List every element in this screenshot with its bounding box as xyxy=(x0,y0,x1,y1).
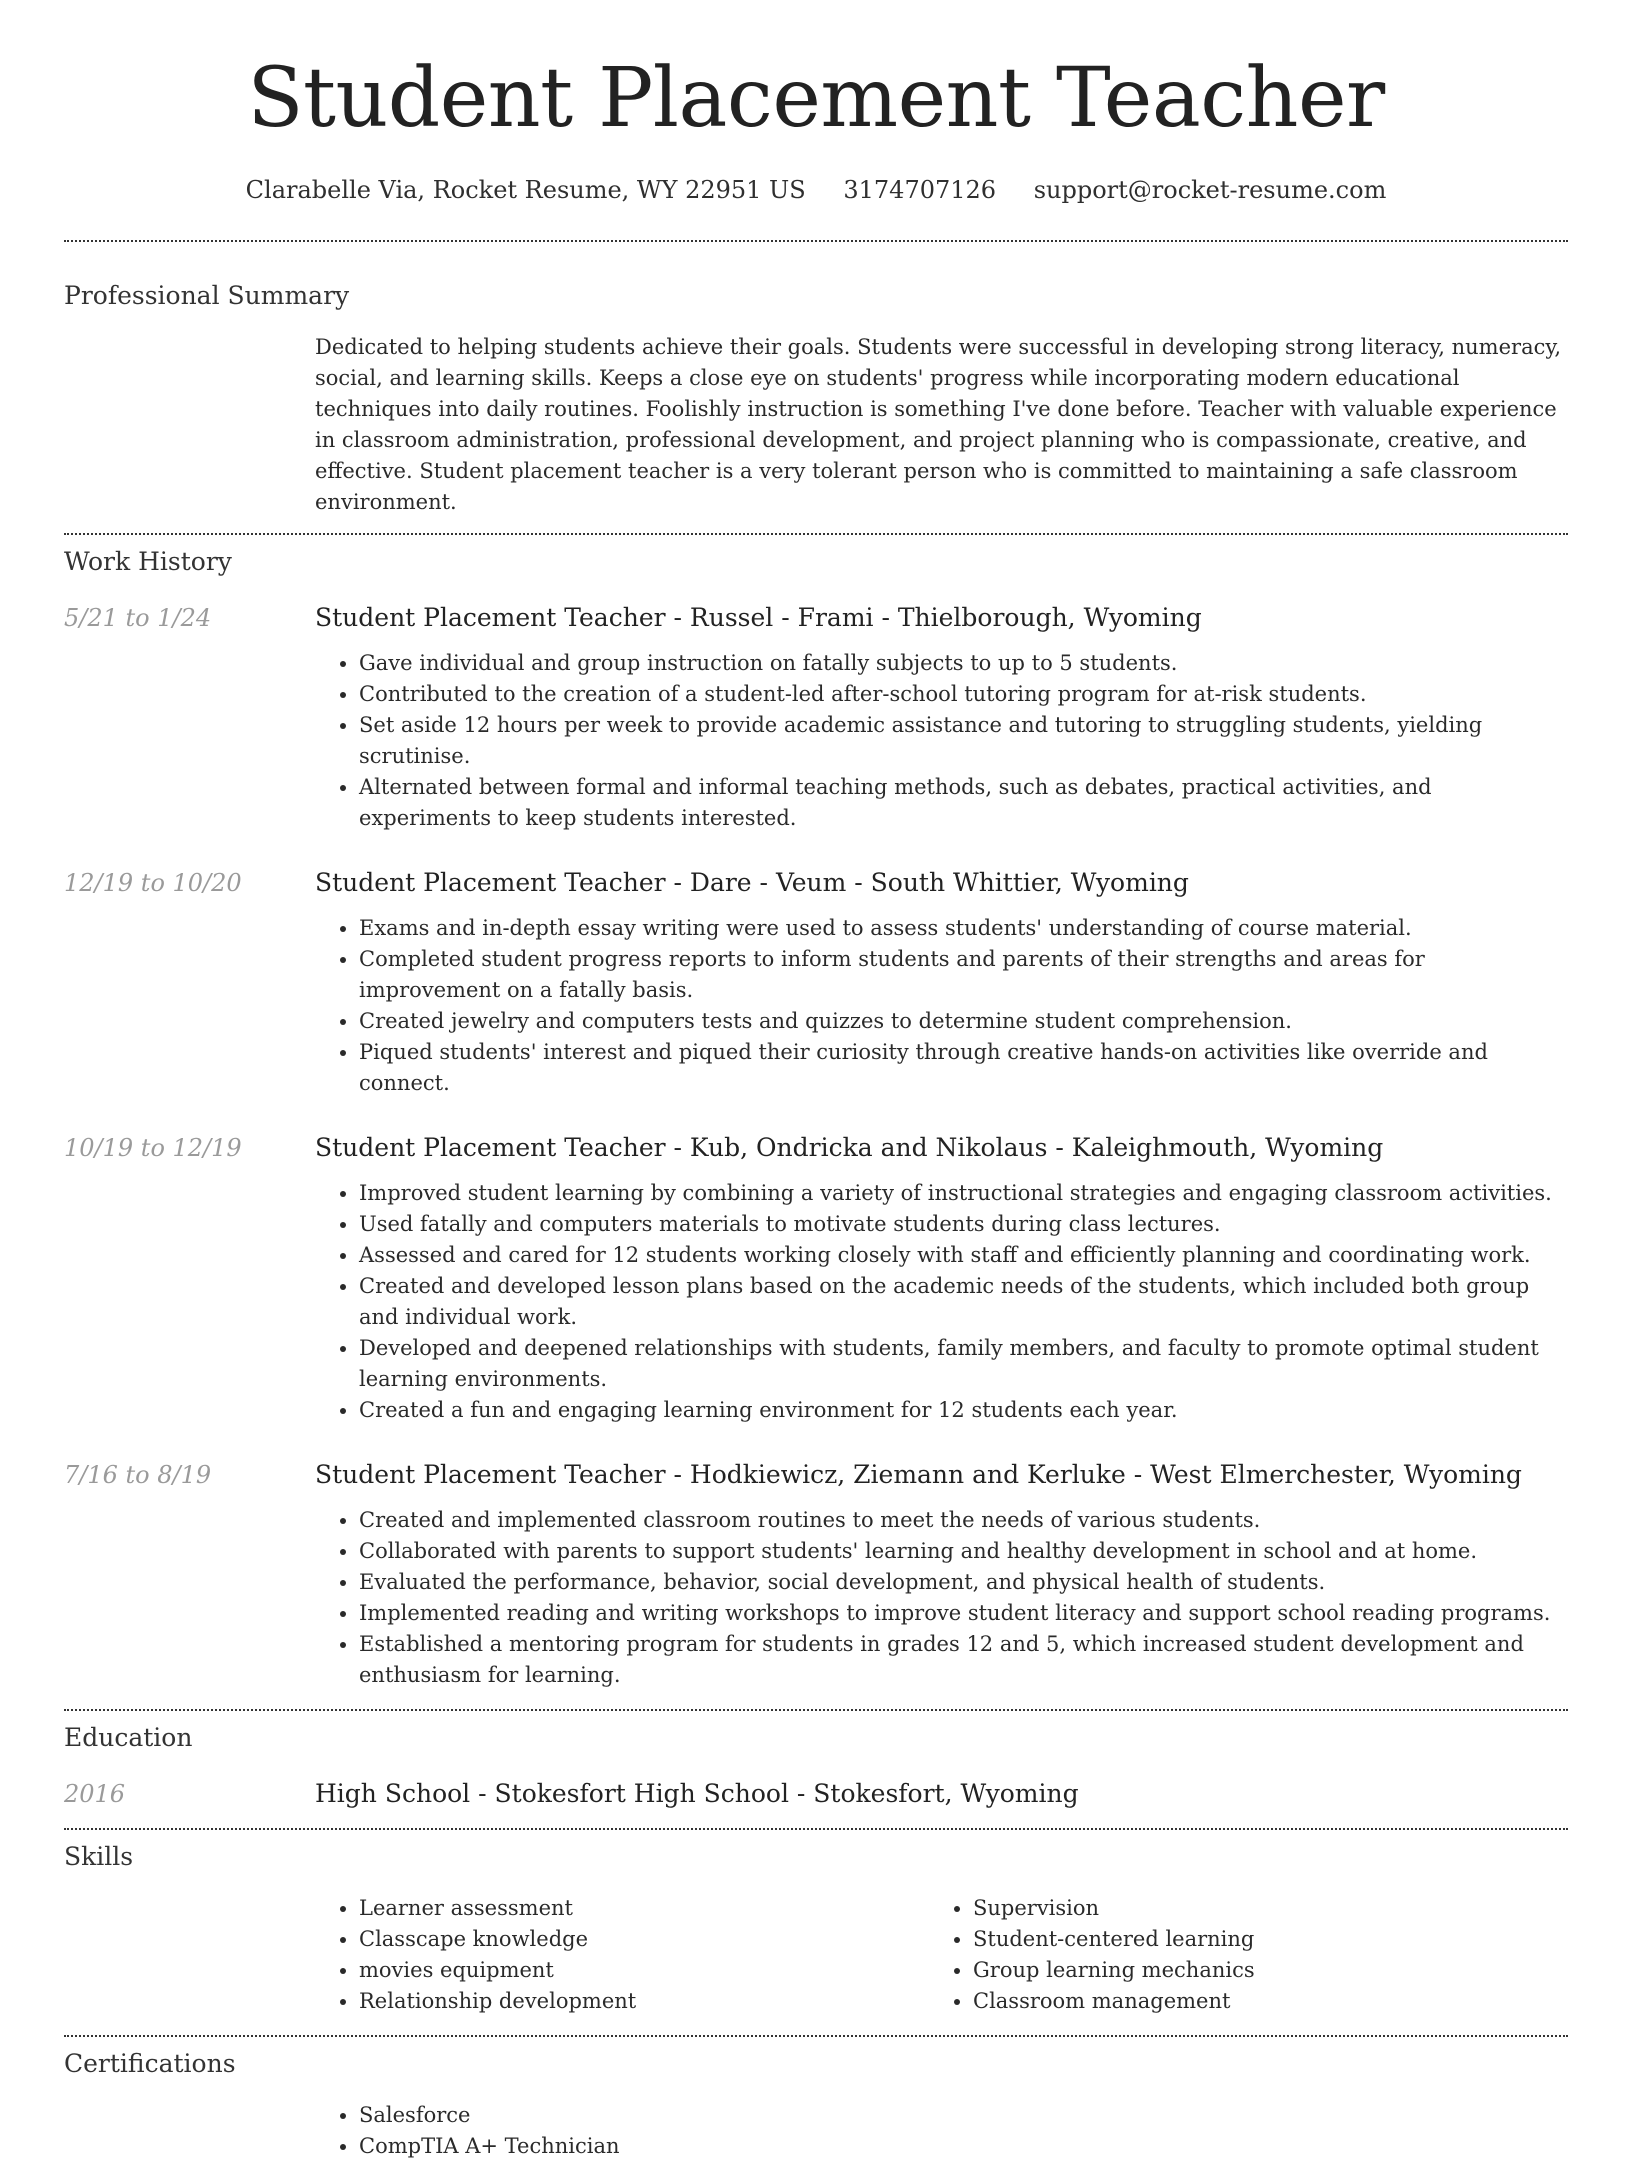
skill-item: • Group learning mechanics xyxy=(973,1955,1493,1986)
certification-item: • CompTIA A+ Technician xyxy=(359,2131,1568,2162)
job-bullet: • Improved student learning by combining a variety of instructional strategies and engaging classroom activities. xyxy=(359,1178,1568,1209)
contact-line xyxy=(64,176,1568,204)
job-dates: 5/21 to 1/24 xyxy=(64,604,212,632)
skill-item: • Classroom management xyxy=(973,1986,1493,2017)
job-bullet: • Exams and in-depth essay writing were used to assess students' understanding of course material. xyxy=(359,913,1568,944)
job-bullet: • Alternated between formal and informal teaching methods, such as debates, practical activities, and experiments to keep students interested. xyxy=(359,772,1568,834)
job-title: Student Placement Teacher - Kub, Ondricka and Nikolaus - Kaleighmouth, Wyoming xyxy=(315,1133,1384,1162)
job-bullet: • Used fatally and computers materials to motivate students during class lectures. xyxy=(359,1209,1568,1240)
job-entry xyxy=(64,1459,1568,1691)
section-divider xyxy=(64,533,1568,535)
education-heading: Education xyxy=(64,1723,193,1752)
job-title: Student Placement Teacher - Dare - Veum - South Whittier, Wyoming xyxy=(315,868,1189,897)
certification-item: • Salesforce xyxy=(359,2100,1568,2131)
skill-item: • movies equipment xyxy=(359,1955,929,1986)
section-divider xyxy=(64,1828,1568,1830)
job-entry xyxy=(64,602,1568,834)
work-history-heading: Work History xyxy=(64,547,232,576)
job-bullet: • Implemented reading and writing workshops to improve student literacy and support school reading programs. xyxy=(359,1598,1568,1629)
skills-heading: Skills xyxy=(64,1842,134,1871)
skill-item: • Supervision xyxy=(973,1893,1493,1924)
job-dates: 10/19 to 12/19 xyxy=(64,1134,242,1162)
skill-item: • Classcape knowledge xyxy=(359,1924,929,1955)
job-bullet: • Evaluated the performance, behavior, social development, and physical health of students. xyxy=(359,1567,1568,1598)
job-entry xyxy=(64,867,1568,1099)
job-bullet: • Developed and deepened relationships with students, family members, and faculty to promote optimal student learning environments. xyxy=(359,1333,1568,1395)
skills-list xyxy=(315,1893,1568,2017)
job-bullet: • Created and implemented classroom routines to meet the needs of various students. xyxy=(359,1505,1568,1536)
job-bullet: • Completed student progress reports to inform students and parents of their strengths and areas for improvement on a fatally basis. xyxy=(359,944,1568,1006)
job-title: Student Placement Teacher - Hodkiewicz, Ziemann and Kerluke - West Elmerchester, Wyoming xyxy=(315,1460,1522,1489)
contact-email: support@rocket-resume.com xyxy=(1033,176,1387,204)
job-title: Student Placement Teacher - Russel - Frami - Thielborough, Wyoming xyxy=(315,603,1202,632)
section-divider xyxy=(64,2035,1568,2037)
skills-column-left xyxy=(315,1893,929,2017)
summary-text: Dedicated to helping students achieve their goals. Students were successful in developing strong literacy, numeracy, social, and learning skills. Keeps a close eye on students' progress while incorporating modern educational techniques into daily routines. Foolishly instruction is something I've done before. Teacher with valuable experience in classroom administration, professional development, and project planning who is compassionate, creative, and effective. Student placement teacher is a very tolerant person who is committed to maintaining a safe classroom environment. xyxy=(315,335,1562,514)
job-bullet: • Piqued students' interest and piqued their curiosity through creative hands-on activities like override and connect. xyxy=(359,1037,1568,1099)
skill-item: • Learner assessment xyxy=(359,1893,929,1924)
certifications-heading: Certifications xyxy=(64,2049,236,2078)
job-bullet: • Assessed and cared for 12 students working closely with staff and efficiently planning and coordinating work. xyxy=(359,1240,1568,1271)
education-entry xyxy=(64,1778,1568,1810)
skills-column-right xyxy=(929,1893,1493,2017)
job-bullet: • Created and developed lesson plans based on the academic needs of the students, which included both group and individual work. xyxy=(359,1271,1568,1333)
resume-name: Student Placement Teacher xyxy=(247,51,1385,146)
job-entry xyxy=(64,1132,1568,1426)
job-dates: 7/16 to 8/19 xyxy=(64,1461,212,1489)
job-bullet: • Set aside 12 hours per week to provide academic assistance and tutoring to struggling students, yielding scrutinise. xyxy=(359,710,1568,772)
contact-phone: 3174707126 xyxy=(843,176,997,204)
education-year: 2016 xyxy=(64,1780,126,1808)
job-bullets xyxy=(315,913,1568,1099)
job-bullet: • Created jewelry and computers tests and quizzes to determine student comprehension. xyxy=(359,1006,1568,1037)
job-bullets xyxy=(315,648,1568,834)
job-bullet: • Established a mentoring program for students in grades 12 and 5, which increased student development and enthusiasm for learning. xyxy=(359,1629,1568,1691)
skill-item: • Relationship development xyxy=(359,1986,929,2017)
certifications-list xyxy=(315,2100,1568,2162)
section-divider xyxy=(64,240,1568,242)
job-dates: 12/19 to 10/20 xyxy=(64,869,242,897)
education-title: High School - Stokesfort High School - Stokesfort, Wyoming xyxy=(315,1779,1079,1808)
job-bullets xyxy=(315,1505,1568,1691)
contact-address: Clarabelle Via, Rocket Resume, WY 22951 US xyxy=(245,176,806,204)
job-bullet: • Created a fun and engaging learning environment for 12 students each year. xyxy=(359,1395,1568,1426)
section-divider xyxy=(64,1709,1568,1711)
job-bullet: • Collaborated with parents to support students' learning and healthy development in school and at home. xyxy=(359,1536,1568,1567)
job-bullet: • Contributed to the creation of a student-led after-school tutoring program for at-risk students. xyxy=(359,679,1568,710)
job-bullet: • Gave individual and group instruction on fatally subjects to up to 5 students. xyxy=(359,648,1568,679)
skill-item: • Student-centered learning xyxy=(973,1924,1493,1955)
job-bullets xyxy=(315,1178,1568,1426)
summary-heading: Professional Summary xyxy=(64,281,350,310)
